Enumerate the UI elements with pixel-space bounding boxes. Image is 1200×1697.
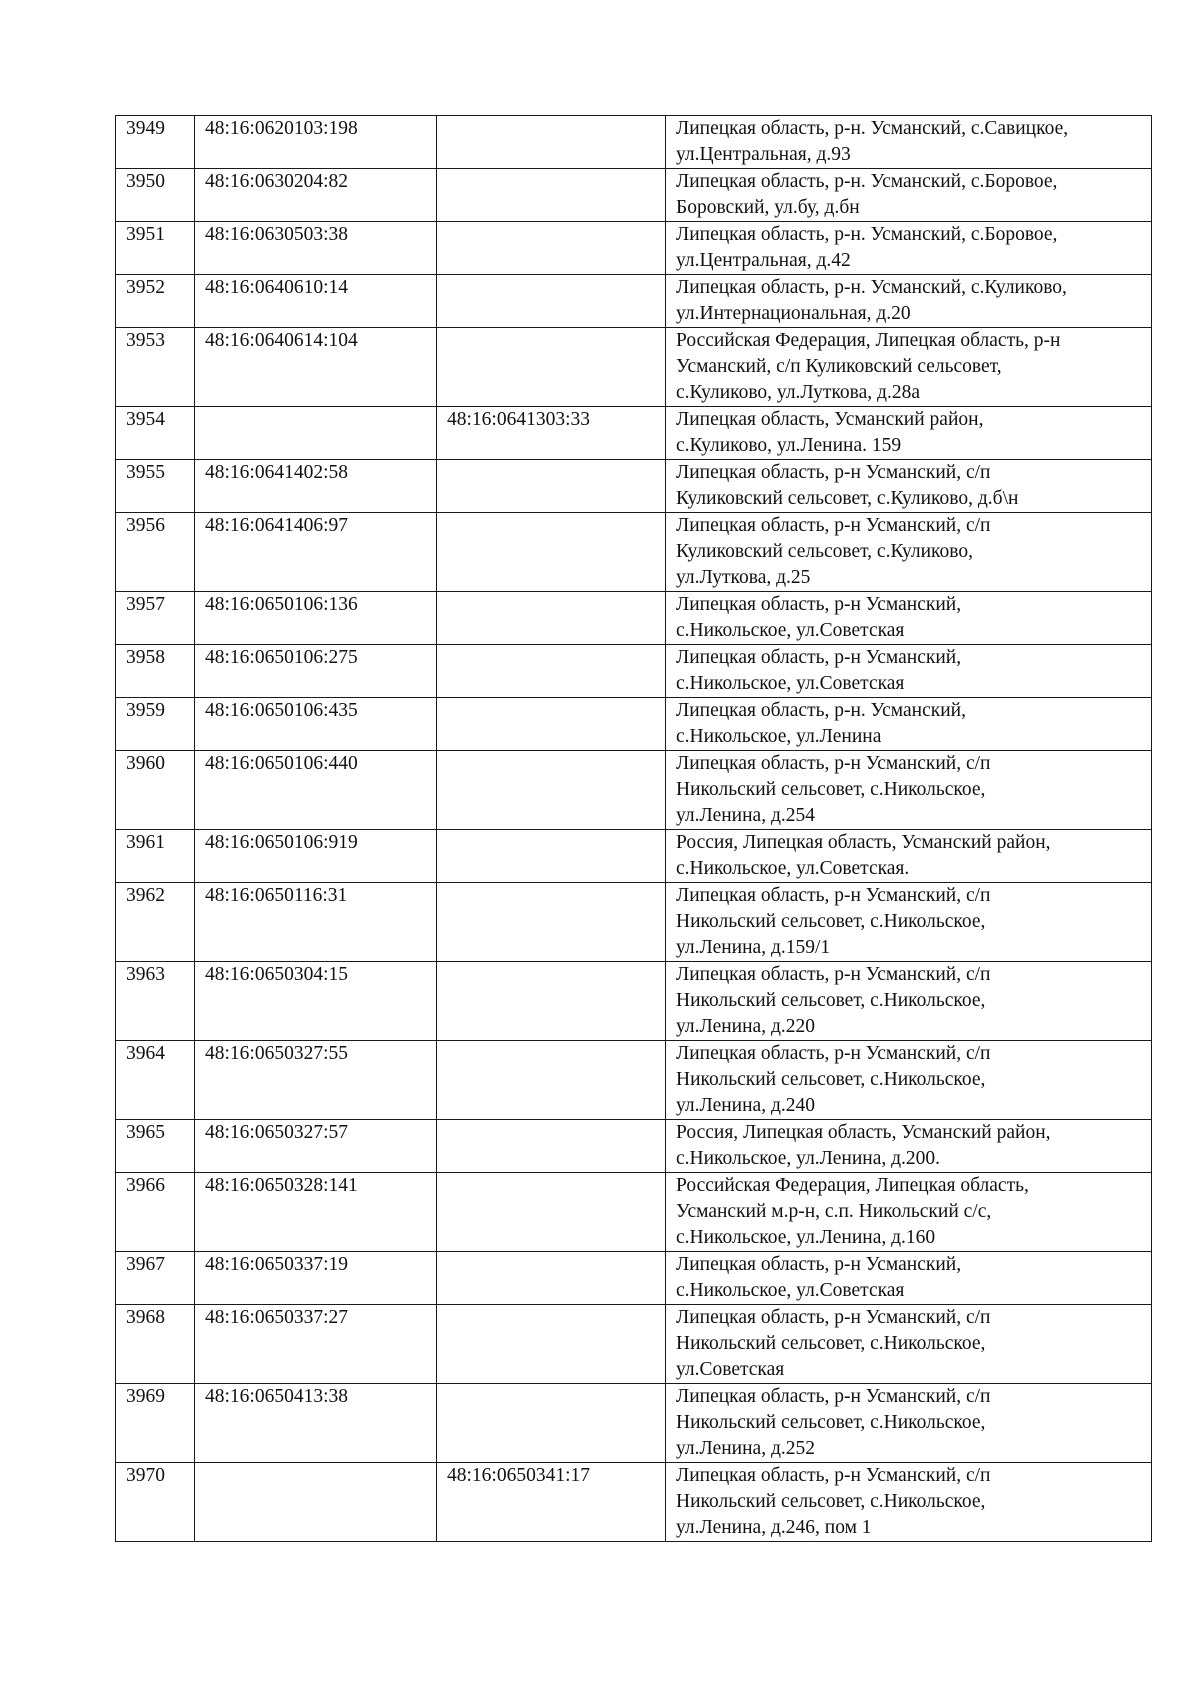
cadastral-number-cell: 48:16:0650327:57 xyxy=(195,1120,437,1173)
table-row xyxy=(116,1463,1152,1542)
address-cell: Липецкая область, р-н. Усманский, с.Боровое, ул.Центральная, д.42 xyxy=(666,222,1152,275)
cadastral-number-cell: 48:16:0650337:19 xyxy=(195,1252,437,1305)
address-cell: Российская Федерация, Липецкая область, р-н Усманский, с/п Куликовский сельсовет, с.Куликово, ул.Луткова, д.28а xyxy=(666,328,1152,407)
row-number-cell: 3954 xyxy=(116,407,195,460)
row-number-cell: 3962 xyxy=(116,883,195,962)
table-row xyxy=(116,1173,1152,1252)
linked-cadastral-number-cell xyxy=(437,116,666,169)
row-number-cell: 3966 xyxy=(116,1173,195,1252)
table-row xyxy=(116,275,1152,328)
address-cell: Липецкая область, р-н Усманский, с/п Никольский сельсовет, с.Никольское, ул.Ленина, д.159/1 xyxy=(666,883,1152,962)
linked-cadastral-number-cell xyxy=(437,645,666,698)
cadastral-number-cell: 48:16:0650106:136 xyxy=(195,592,437,645)
row-number-cell: 3953 xyxy=(116,328,195,407)
address-cell: Липецкая область, р-н Усманский, с.Никольское, ул.Советская xyxy=(666,1252,1152,1305)
row-number-cell: 3959 xyxy=(116,698,195,751)
linked-cadastral-number-cell xyxy=(437,169,666,222)
address-cell: Липецкая область, р-н Усманский, с/п Никольский сельсовет, с.Никольское, ул.Ленина, д.246, пом 1 xyxy=(666,1463,1152,1542)
cadastral-number-cell: 48:16:0650413:38 xyxy=(195,1384,437,1463)
table-row xyxy=(116,1041,1152,1120)
table-row xyxy=(116,698,1152,751)
linked-cadastral-number-cell xyxy=(437,513,666,592)
row-number-cell: 3958 xyxy=(116,645,195,698)
cadastral-number-cell: 48:16:0650106:275 xyxy=(195,645,437,698)
cadastral-number-cell xyxy=(195,407,437,460)
row-number-cell: 3969 xyxy=(116,1384,195,1463)
table-row xyxy=(116,1384,1152,1463)
table-row xyxy=(116,328,1152,407)
table-row xyxy=(116,830,1152,883)
address-cell: Липецкая область, р-н Усманский, с/п Никольский сельсовет, с.Никольское, ул.Ленина, д.240 xyxy=(666,1041,1152,1120)
cadastral-number-cell: 48:16:0630204:82 xyxy=(195,169,437,222)
linked-cadastral-number-cell xyxy=(437,1041,666,1120)
table-row xyxy=(116,1305,1152,1384)
address-cell: Липецкая область, р-н. Усманский, с.Савицкое, ул.Центральная, д.93 xyxy=(666,116,1152,169)
row-number-cell: 3964 xyxy=(116,1041,195,1120)
cadastral-number-cell: 48:16:0620103:198 xyxy=(195,116,437,169)
row-number-cell: 3949 xyxy=(116,116,195,169)
row-number-cell: 3952 xyxy=(116,275,195,328)
table-row xyxy=(116,592,1152,645)
address-cell: Липецкая область, р-н Усманский, с.Никольское, ул.Советская xyxy=(666,645,1152,698)
linked-cadastral-number-cell xyxy=(437,1252,666,1305)
address-cell: Липецкая область, р-н Усманский, с/п Никольский сельсовет, с.Никольское, ул.Ленина, д.252 xyxy=(666,1384,1152,1463)
row-number-cell: 3965 xyxy=(116,1120,195,1173)
row-number-cell: 3950 xyxy=(116,169,195,222)
address-cell: Липецкая область, р-н Усманский, с/п Куликовский сельсовет, с.Куликово, ул.Луткова, д.25 xyxy=(666,513,1152,592)
row-number-cell: 3955 xyxy=(116,460,195,513)
linked-cadastral-number-cell xyxy=(437,830,666,883)
cadastral-number-cell: 48:16:0650327:55 xyxy=(195,1041,437,1120)
cadastral-number-cell: 48:16:0650328:141 xyxy=(195,1173,437,1252)
address-cell: Россия, Липецкая область, Усманский район, с.Никольское, ул.Советская. xyxy=(666,830,1152,883)
row-number-cell: 3957 xyxy=(116,592,195,645)
linked-cadastral-number-cell xyxy=(437,592,666,645)
linked-cadastral-number-cell: 48:16:0641303:33 xyxy=(437,407,666,460)
cadastral-number-cell: 48:16:0650116:31 xyxy=(195,883,437,962)
linked-cadastral-number-cell: 48:16:0650341:17 xyxy=(437,1463,666,1542)
row-number-cell: 3970 xyxy=(116,1463,195,1542)
cadastral-number-cell: 48:16:0650106:919 xyxy=(195,830,437,883)
linked-cadastral-number-cell xyxy=(437,275,666,328)
table-row xyxy=(116,407,1152,460)
row-number-cell: 3951 xyxy=(116,222,195,275)
cadastral-number-cell: 48:16:0650304:15 xyxy=(195,962,437,1041)
linked-cadastral-number-cell xyxy=(437,328,666,407)
address-cell: Липецкая область, р-н Усманский, с/п Никольский сельсовет, с.Никольское, ул.Ленина, д.254 xyxy=(666,751,1152,830)
row-number-cell: 3961 xyxy=(116,830,195,883)
table-row xyxy=(116,169,1152,222)
table-row xyxy=(116,513,1152,592)
cadastral-number-cell: 48:16:0630503:38 xyxy=(195,222,437,275)
linked-cadastral-number-cell xyxy=(437,1305,666,1384)
cadastral-number-cell: 48:16:0650106:435 xyxy=(195,698,437,751)
cadastral-number-cell: 48:16:0640614:104 xyxy=(195,328,437,407)
row-number-cell: 3967 xyxy=(116,1252,195,1305)
linked-cadastral-number-cell xyxy=(437,1173,666,1252)
cadastral-number-cell: 48:16:0640610:14 xyxy=(195,275,437,328)
address-cell: Липецкая область, р-н. Усманский, с.Боровое, Боровский, ул.бу, д.бн xyxy=(666,169,1152,222)
address-cell: Россия, Липецкая область, Усманский район, с.Никольское, ул.Ленина, д.200. xyxy=(666,1120,1152,1173)
address-cell: Липецкая область, Усманский район, с.Куликово, ул.Ленина. 159 xyxy=(666,407,1152,460)
linked-cadastral-number-cell xyxy=(437,883,666,962)
registry-table-body xyxy=(116,116,1152,1542)
linked-cadastral-number-cell xyxy=(437,698,666,751)
property-registry-table xyxy=(115,115,1152,1542)
cadastral-number-cell: 48:16:0641406:97 xyxy=(195,513,437,592)
table-row xyxy=(116,1120,1152,1173)
address-cell: Липецкая область, р-н. Усманский, с.Никольское, ул.Ленина xyxy=(666,698,1152,751)
cadastral-number-cell: 48:16:0650106:440 xyxy=(195,751,437,830)
linked-cadastral-number-cell xyxy=(437,222,666,275)
table-row xyxy=(116,883,1152,962)
row-number-cell: 3968 xyxy=(116,1305,195,1384)
table-row xyxy=(116,645,1152,698)
linked-cadastral-number-cell xyxy=(437,962,666,1041)
cadastral-number-cell xyxy=(195,1463,437,1542)
linked-cadastral-number-cell xyxy=(437,1120,666,1173)
table-row xyxy=(116,962,1152,1041)
table-row xyxy=(116,751,1152,830)
row-number-cell: 3956 xyxy=(116,513,195,592)
table-row xyxy=(116,1252,1152,1305)
row-number-cell: 3963 xyxy=(116,962,195,1041)
cadastral-number-cell: 48:16:0650337:27 xyxy=(195,1305,437,1384)
cadastral-number-cell: 48:16:0641402:58 xyxy=(195,460,437,513)
address-cell: Российская Федерация, Липецкая область, Усманский м.р-н, с.п. Никольский с/с, с.Никольское, ул.Ленина, д.160 xyxy=(666,1173,1152,1252)
linked-cadastral-number-cell xyxy=(437,460,666,513)
table-row xyxy=(116,460,1152,513)
row-number-cell: 3960 xyxy=(116,751,195,830)
address-cell: Липецкая область, р-н Усманский, с/п Никольский сельсовет, с.Никольское, ул.Советская xyxy=(666,1305,1152,1384)
address-cell: Липецкая область, р-н. Усманский, с.Куликово, ул.Интернациональная, д.20 xyxy=(666,275,1152,328)
address-cell: Липецкая область, р-н Усманский, с.Никольское, ул.Советская xyxy=(666,592,1152,645)
table-row xyxy=(116,222,1152,275)
table-row xyxy=(116,116,1152,169)
address-cell: Липецкая область, р-н Усманский, с/п Куликовский сельсовет, с.Куликово, д.б\н xyxy=(666,460,1152,513)
linked-cadastral-number-cell xyxy=(437,751,666,830)
linked-cadastral-number-cell xyxy=(437,1384,666,1463)
address-cell: Липецкая область, р-н Усманский, с/п Никольский сельсовет, с.Никольское, ул.Ленина, д.220 xyxy=(666,962,1152,1041)
